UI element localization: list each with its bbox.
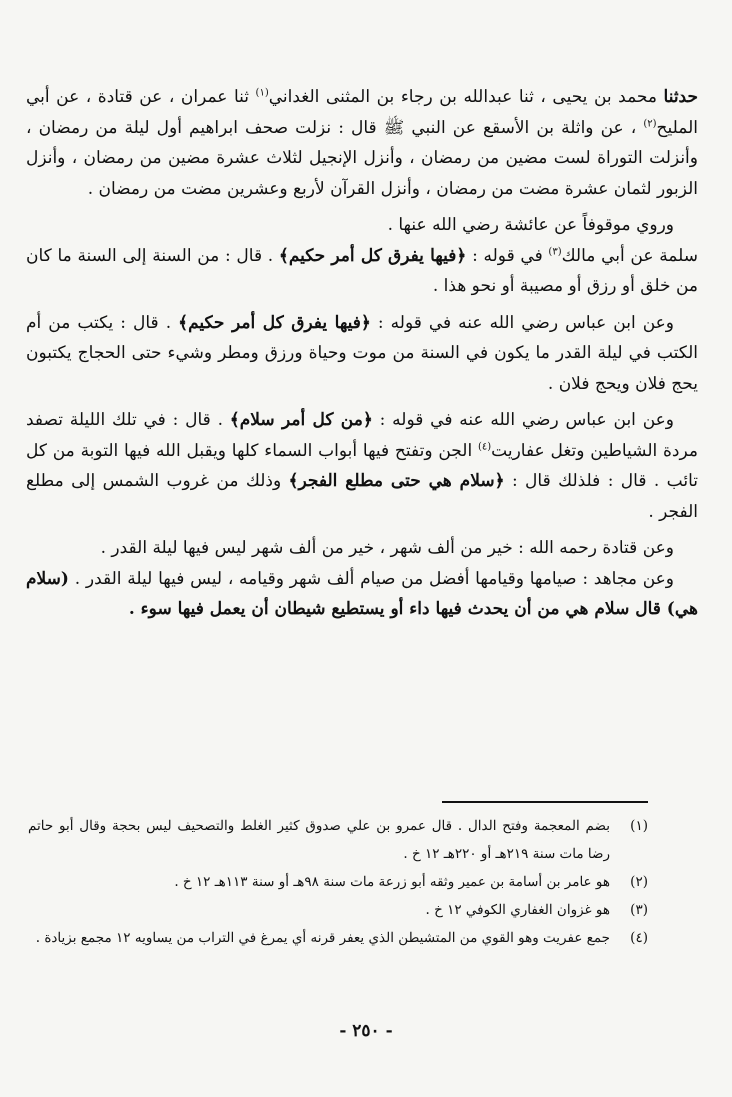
footnote-separator <box>442 801 648 803</box>
text-span: وعن ابن عباس رضي الله عنه في قوله : <box>370 312 675 333</box>
footnote-4 <box>28 924 648 952</box>
footnote-number: (٢) <box>630 874 648 890</box>
footnotes <box>28 812 648 952</box>
page-number: - ٢٥٠ - <box>339 1021 393 1041</box>
hadith-intro: حدثنا <box>663 87 698 107</box>
quran-quote: ﴿فيها يفرق كل أمر حكيم﴾ <box>278 245 467 266</box>
text-span: في قوله : <box>466 245 549 266</box>
paragraph-7 <box>26 564 698 625</box>
footnote-ref-3: (٣) <box>548 245 562 257</box>
text-span: ثنا عمران ، عن قتادة ، عن أبي المليح <box>26 87 698 138</box>
footnote-number: (٣) <box>630 902 648 918</box>
footnote-ref-1: (١) <box>255 87 269 99</box>
footnote-ref-4: (٤) <box>477 440 492 452</box>
text-span: وعن مجاهد : <box>582 568 674 589</box>
footnote-text: جمع عفريت وهو القوي من المتشيطن الذي يعفر قرنه أي يمرغ في التراب من يساويه ١٢ مجمع بزيادة . <box>35 930 610 946</box>
quran-quote: ﴿سلام هي حتى مطلع الفجر﴾ <box>288 471 505 491</box>
paragraph-5 <box>26 405 698 527</box>
bold-phrase: (سلام هي) قال سلام هي من أن يحدث فيها داء أو يستطيع شيطان أن يعمل فيها سوء . <box>26 568 698 619</box>
footnote-text: بضم المعجمة وفتح الدال . قال عمرو بن علي صدوق كثير الغلط والتصحيف ليس بحجة وقال أبو حاتم رضا مات سنة ٢١٩هـ أو ٢٢٠هـ ١٢ خ . <box>28 818 610 862</box>
quran-quote: ﴿من كل أمر سلام﴾ <box>229 410 373 430</box>
text-span: . قال : في تلك الليلة تصفد مردة الشياطين وتغل عفاريت <box>26 410 698 461</box>
paragraph-3 <box>26 241 698 302</box>
text-span: . قال : يكتب من أم الكتب في ليلة القدر ما يكون في السنة من موت وحياة ورزق ومطر وشيء حتى الحجاج يكتبون يحج فلان ويحج فلان . <box>26 312 698 394</box>
quran-quote: ﴿فيها يفرق كل أمر حكيم﴾ <box>178 312 371 333</box>
text-span: . قال : من السنة إلى السنة ما كان من خلق أو رزق أو مصيبة أو نحو هذا . <box>26 245 698 296</box>
text-span: صيامها وقيامها أفضل من صيام ألف شهر وقيامه ، ليس فيها ليلة القدر . <box>68 568 583 589</box>
text-span: وذلك من غروب الشمس إلى مطلع الفجر . <box>26 471 698 522</box>
footnote-text: هو عامر بن أسامة بن عمير وثقه أبو زرعة مات سنة ٩٨هـ أو سنة ١١٣هـ ١٢ خ . <box>174 874 610 890</box>
text-span: محمد بن يحيى ، ثنا عبدالله بن رجاء بن المثنى الغداني <box>268 87 664 107</box>
footnote-2 <box>28 868 648 896</box>
paragraph-2: وروي موقوفاً عن عائشة رضي الله عنها . <box>387 215 674 235</box>
text-span: الجن وتفتح فيها أبواب السماء كلها ويقبل الله فيها التوبة من كل تائب . قال : فلذلك قال : <box>26 440 698 491</box>
footnote-number: (١) <box>630 818 648 834</box>
text-span: ، عن واثلة بن الأسقع عن النبي ﷺ قال : نزلت صحف ابراهيم أول ليلة من رمضان ، وأنزلت التوراة لست مضين من رمضان ، وأنزل الإنجيل لثلاث عشرة مضين من رمضان ، وأنزل الزبور لثمان عشرة مضت من رمضان ، وأنزل القرآن لأربع وعشرين مضت من رمضان . <box>26 117 698 199</box>
text-span: وعن ابن عباس رضي الله عنه في قوله : <box>372 410 674 430</box>
footnote-ref-2: (٢) <box>643 117 657 129</box>
text-span: سلمة عن أبي مالك <box>561 245 699 266</box>
main-text <box>26 82 698 625</box>
footnote-number: (٤) <box>630 930 648 946</box>
paragraph-1 <box>26 82 698 204</box>
footnote-1 <box>28 812 648 868</box>
paragraph-4 <box>26 308 698 400</box>
footnote-3 <box>28 896 648 924</box>
paragraph-6: وعن قتادة رحمه الله : خير من ألف شهر ، خير من ألف شهر ليس فيها ليلة القدر . <box>100 538 674 558</box>
footnote-text: هو غزوان الغفاري الكوفي ١٢ خ . <box>425 902 610 918</box>
